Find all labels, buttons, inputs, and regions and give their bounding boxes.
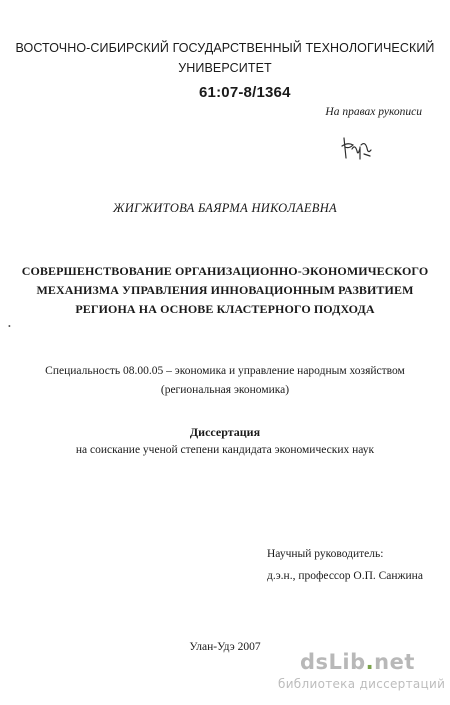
watermark-logo-dot: . [365, 650, 375, 674]
city-year: Улан-Удэ 2007 [189, 641, 261, 653]
dissertation-title [0, 262, 450, 319]
specialty-line-2: (региональная экономика) [160, 384, 290, 396]
supervisor-name: д.э.н., профессор О.П. Санжина [267, 570, 423, 582]
margin-mark: • [8, 322, 11, 331]
supervisor [267, 543, 423, 587]
author-name: ЖИГЖИТОВА БАЯРМА НИКОЛАЕВНА [113, 201, 337, 215]
title-line-1: СОВЕРШЕНСТВОВАНИЕ ОРГАНИЗАЦИОННО-ЭКОНОМИЧЕСКОГО [21, 264, 429, 278]
specialty [0, 362, 450, 400]
title-line-2: МЕХАНИЗМА УПРАВЛЕНИЯ ИННОВАЦИОННЫМ РАЗВИТИЕМ [36, 283, 414, 297]
watermark-logo-main: dsLib [300, 650, 366, 674]
library-code: 61:07-8/1364 [199, 84, 291, 101]
watermark-subtitle: библиотека диссертаций [278, 677, 446, 691]
watermark-logo [300, 650, 415, 674]
specialty-line-1: Специальность 08.00.05 – экономика и управление народным хозяйством [45, 365, 405, 377]
title-line-3: РЕГИОНА НА ОСНОВЕ КЛАСТЕРНОГО ПОДХОДА [75, 302, 375, 316]
university-name [0, 38, 450, 78]
watermark-logo-tld: net [374, 650, 415, 674]
watermark [300, 650, 415, 674]
rights-note: На правах рукописи [325, 106, 422, 118]
handwritten-signature [340, 134, 374, 164]
dissertation-description: на соискание ученой степени кандидата экономических наук [75, 444, 375, 456]
supervisor-label: Научный руководитель: [267, 548, 384, 560]
university-name-line-1: ВОСТОЧНО-СИБИРСКИЙ ГОСУДАРСТВЕННЫЙ ТЕХНОЛОГИЧЕСКИЙ [15, 41, 435, 55]
university-name-line-2: УНИВЕРСИТЕТ [178, 61, 272, 75]
dissertation-label: Диссертация [189, 425, 261, 439]
